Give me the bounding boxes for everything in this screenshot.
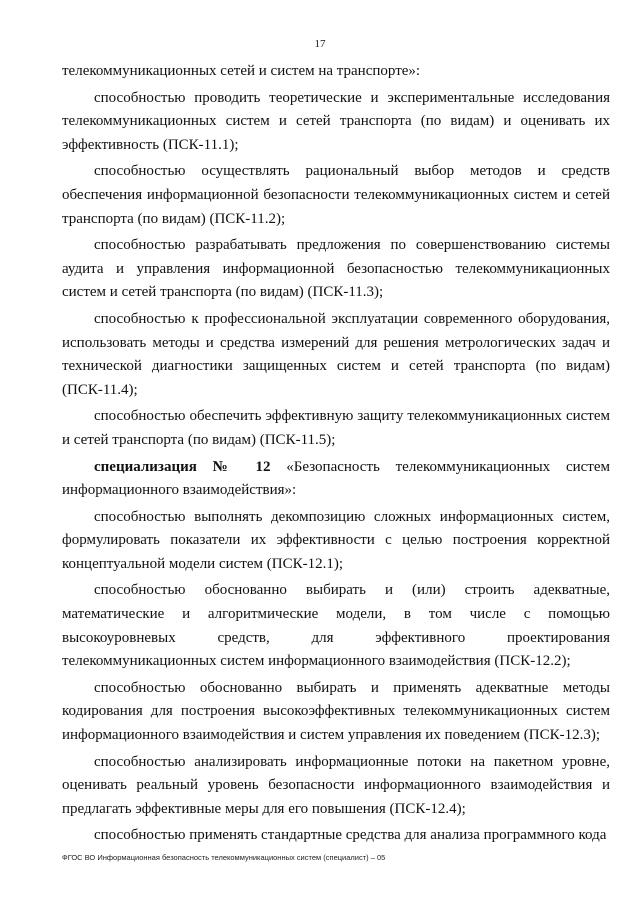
paragraph: способностью проводить теоретические и экспериментальные исследования телекоммуникационных систем и сетей транспорта (по видам) и оценивать их эффективность (ПСК-11.1);: [62, 89, 610, 153]
paragraph: способностью применять стандартные средства для анализа программного кода: [94, 827, 607, 844]
specialization-text: «Безопасность телекоммуникационных систем информационного взаимодействия»:: [62, 458, 610, 499]
paragraph: способностью осуществлять рациональный выбор методов и средств обеспечения информационной безопасности телекоммуникационных систем и сетей транспорта (по видам) (ПСК-11.2);: [62, 163, 610, 227]
paragraph: способностью анализировать информационные потоки на пакетном уровне, оценивать реальный уровень безопасности информационного взаимодействия и предлагать эффективные меры для его повышения (ПСК-12.4);: [62, 753, 610, 817]
paragraph: способностью обоснованно выбирать и (или) строить адекватные, математические и алгоритмические модели, в том числе с помощью высокоуровневых средств, для эффективного проектирования телекоммуникационных систем информационного взаимодействия (ПСК-12.2);: [62, 582, 610, 670]
paragraph: способностью разрабатывать предложения по совершенствованию системы аудита и управления информационной безопасностью телекоммуникационных систем и сетей транспорта (по видам) (ПСК-11.3);: [62, 237, 610, 301]
page-number: 17: [314, 38, 326, 50]
specialization-label: специализация № 12: [94, 458, 271, 475]
paragraph: телекоммуникационных сетей и систем на транспорте»:: [62, 63, 421, 79]
paragraph: способностью к профессиональной эксплуатации современного оборудования, использовать методы и средства измерений для решения метрологических задач и технической диагностики защищенных систем и сетей транспорта (по видам) (ПСК-11.4);: [62, 310, 610, 398]
paragraph: способностью обоснованно выбирать и применять адекватные методы кодирования для построения высокоэффективных телекоммуникационных систем информационного взаимодействия и систем управления их поведением (ПСК-12.3);: [62, 679, 610, 744]
specialization-paragraph: [62, 456, 610, 503]
paragraph: способностью выполнять декомпозицию сложных информационных систем, формулировать показатели их эффективности с целью построения корректной концептуальной модели систем (ПСК-12.1);: [62, 508, 610, 572]
document-body: [62, 60, 610, 848]
paragraph: способностью обеспечить эффективную защиту телекоммуникационных систем и сетей транспорта (по видам) (ПСК-11.5);: [62, 408, 610, 448]
page-footer: ФГОС ВО Информационная безопасность телекоммуникационных систем (специалист) – 05: [62, 853, 386, 862]
